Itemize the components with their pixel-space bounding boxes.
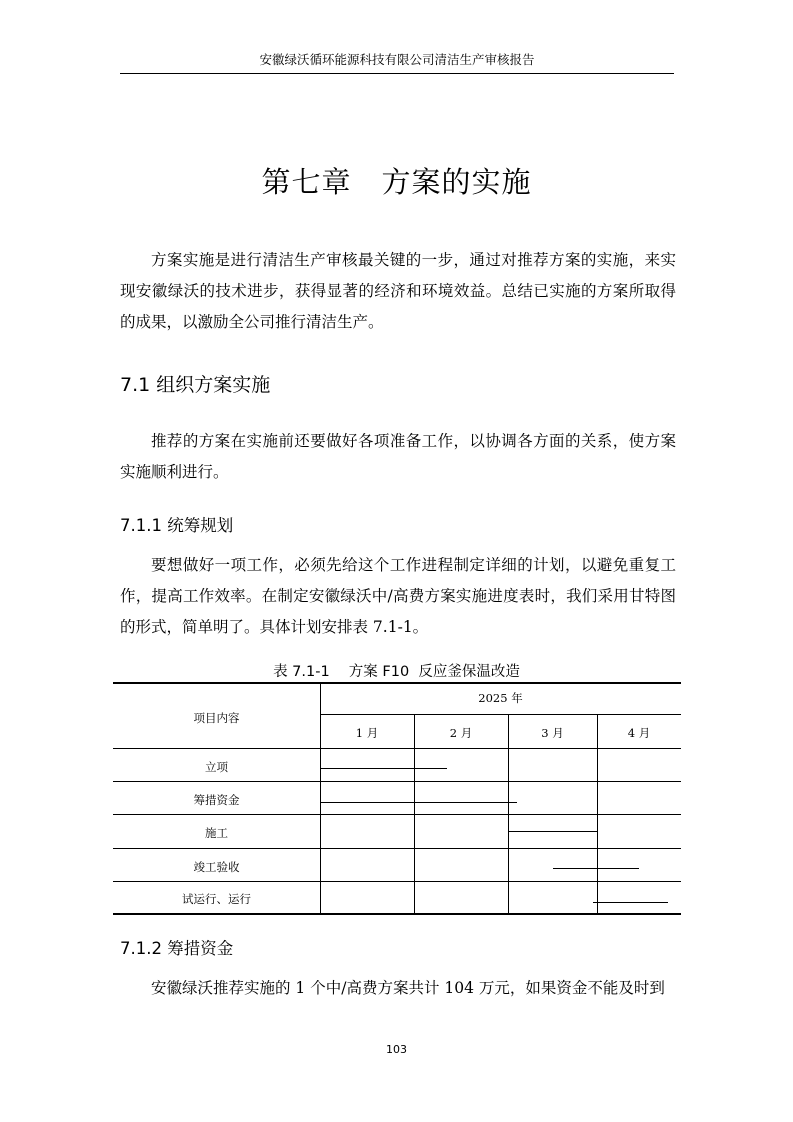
row-label: 试运行、运行 <box>182 892 251 906</box>
row-label: 筹措资金 <box>193 793 240 807</box>
page-header: 安徽绿沃循环能源科技有限公司清洁生产审核报告 <box>259 52 535 67</box>
table-title: 表 7.1-1 方案 F10 反应釜保温改造 <box>273 664 520 680</box>
column-rule <box>597 714 598 914</box>
section-7-1-1-paragraph: 要想做好一项工作，必须先给这个工作进程制定详细的计划，以避免重复工作，提高工作效率。在制定安徽绿沃中/高费方案实施进度表时，我们采用甘特图的形式，简单明了。具体计划安排表 7.1-1。 <box>120 556 676 636</box>
section-heading-7-1: 7.1 组织方案实施 <box>120 374 271 396</box>
row-rule <box>113 814 681 815</box>
gantt-bar <box>553 868 640 869</box>
gantt-bar <box>593 902 669 903</box>
row-label: 施工 <box>205 826 228 840</box>
header-bottom-rule <box>113 748 681 749</box>
month-header: 2 月 <box>449 726 473 740</box>
month-header: 3 月 <box>541 726 564 740</box>
page-number: 103 <box>386 1043 407 1056</box>
section-7-1-2-paragraph: 安徽绿沃推荐实施的 1 个中/高费方案共计 104 万元，如果资金不能及时到 <box>151 979 665 997</box>
column-rule <box>320 682 321 914</box>
section-heading-7-1-1: 7.1.1 统筹规划 <box>120 516 234 535</box>
table-bottom-rule <box>113 913 681 915</box>
section-7-1-paragraph: 推荐的方案在实施前还要做好各项准备工作，以协调各方面的关系，使方案实施顺利进行。 <box>120 432 676 481</box>
month-header: 1 月 <box>355 726 379 740</box>
intro-paragraph: 方案实施是进行清洁生产审核最关键的一步，通过对推荐方案的实施，来实现安徽绿沃的技术进步，获得显著的经济和环境效益。总结已实施的方案所取得的成果，以激励全公司推行清洁生产。 <box>120 251 676 331</box>
column-rule <box>414 714 415 914</box>
row-label: 竣工验收 <box>193 860 240 874</box>
row-rule <box>113 881 681 882</box>
chapter-title: 第七章 方案的实施 <box>261 165 532 199</box>
gantt-bar <box>508 831 597 832</box>
item-content-header: 项目内容 <box>193 711 240 725</box>
row-rule <box>113 848 681 849</box>
section-heading-7-1-2: 7.1.2 筹措资金 <box>120 939 234 958</box>
gantt-table <box>113 682 681 915</box>
header-rule <box>120 73 674 74</box>
table-top-rule <box>113 682 681 684</box>
month-header: 4 月 <box>627 726 651 740</box>
column-rule <box>508 714 509 914</box>
row-label: 立项 <box>205 760 228 774</box>
gantt-bar <box>320 768 447 769</box>
year-divider-rule <box>320 714 681 715</box>
row-rule <box>113 781 681 782</box>
gantt-bar <box>320 802 517 803</box>
year-header: 2025 年 <box>478 691 523 705</box>
